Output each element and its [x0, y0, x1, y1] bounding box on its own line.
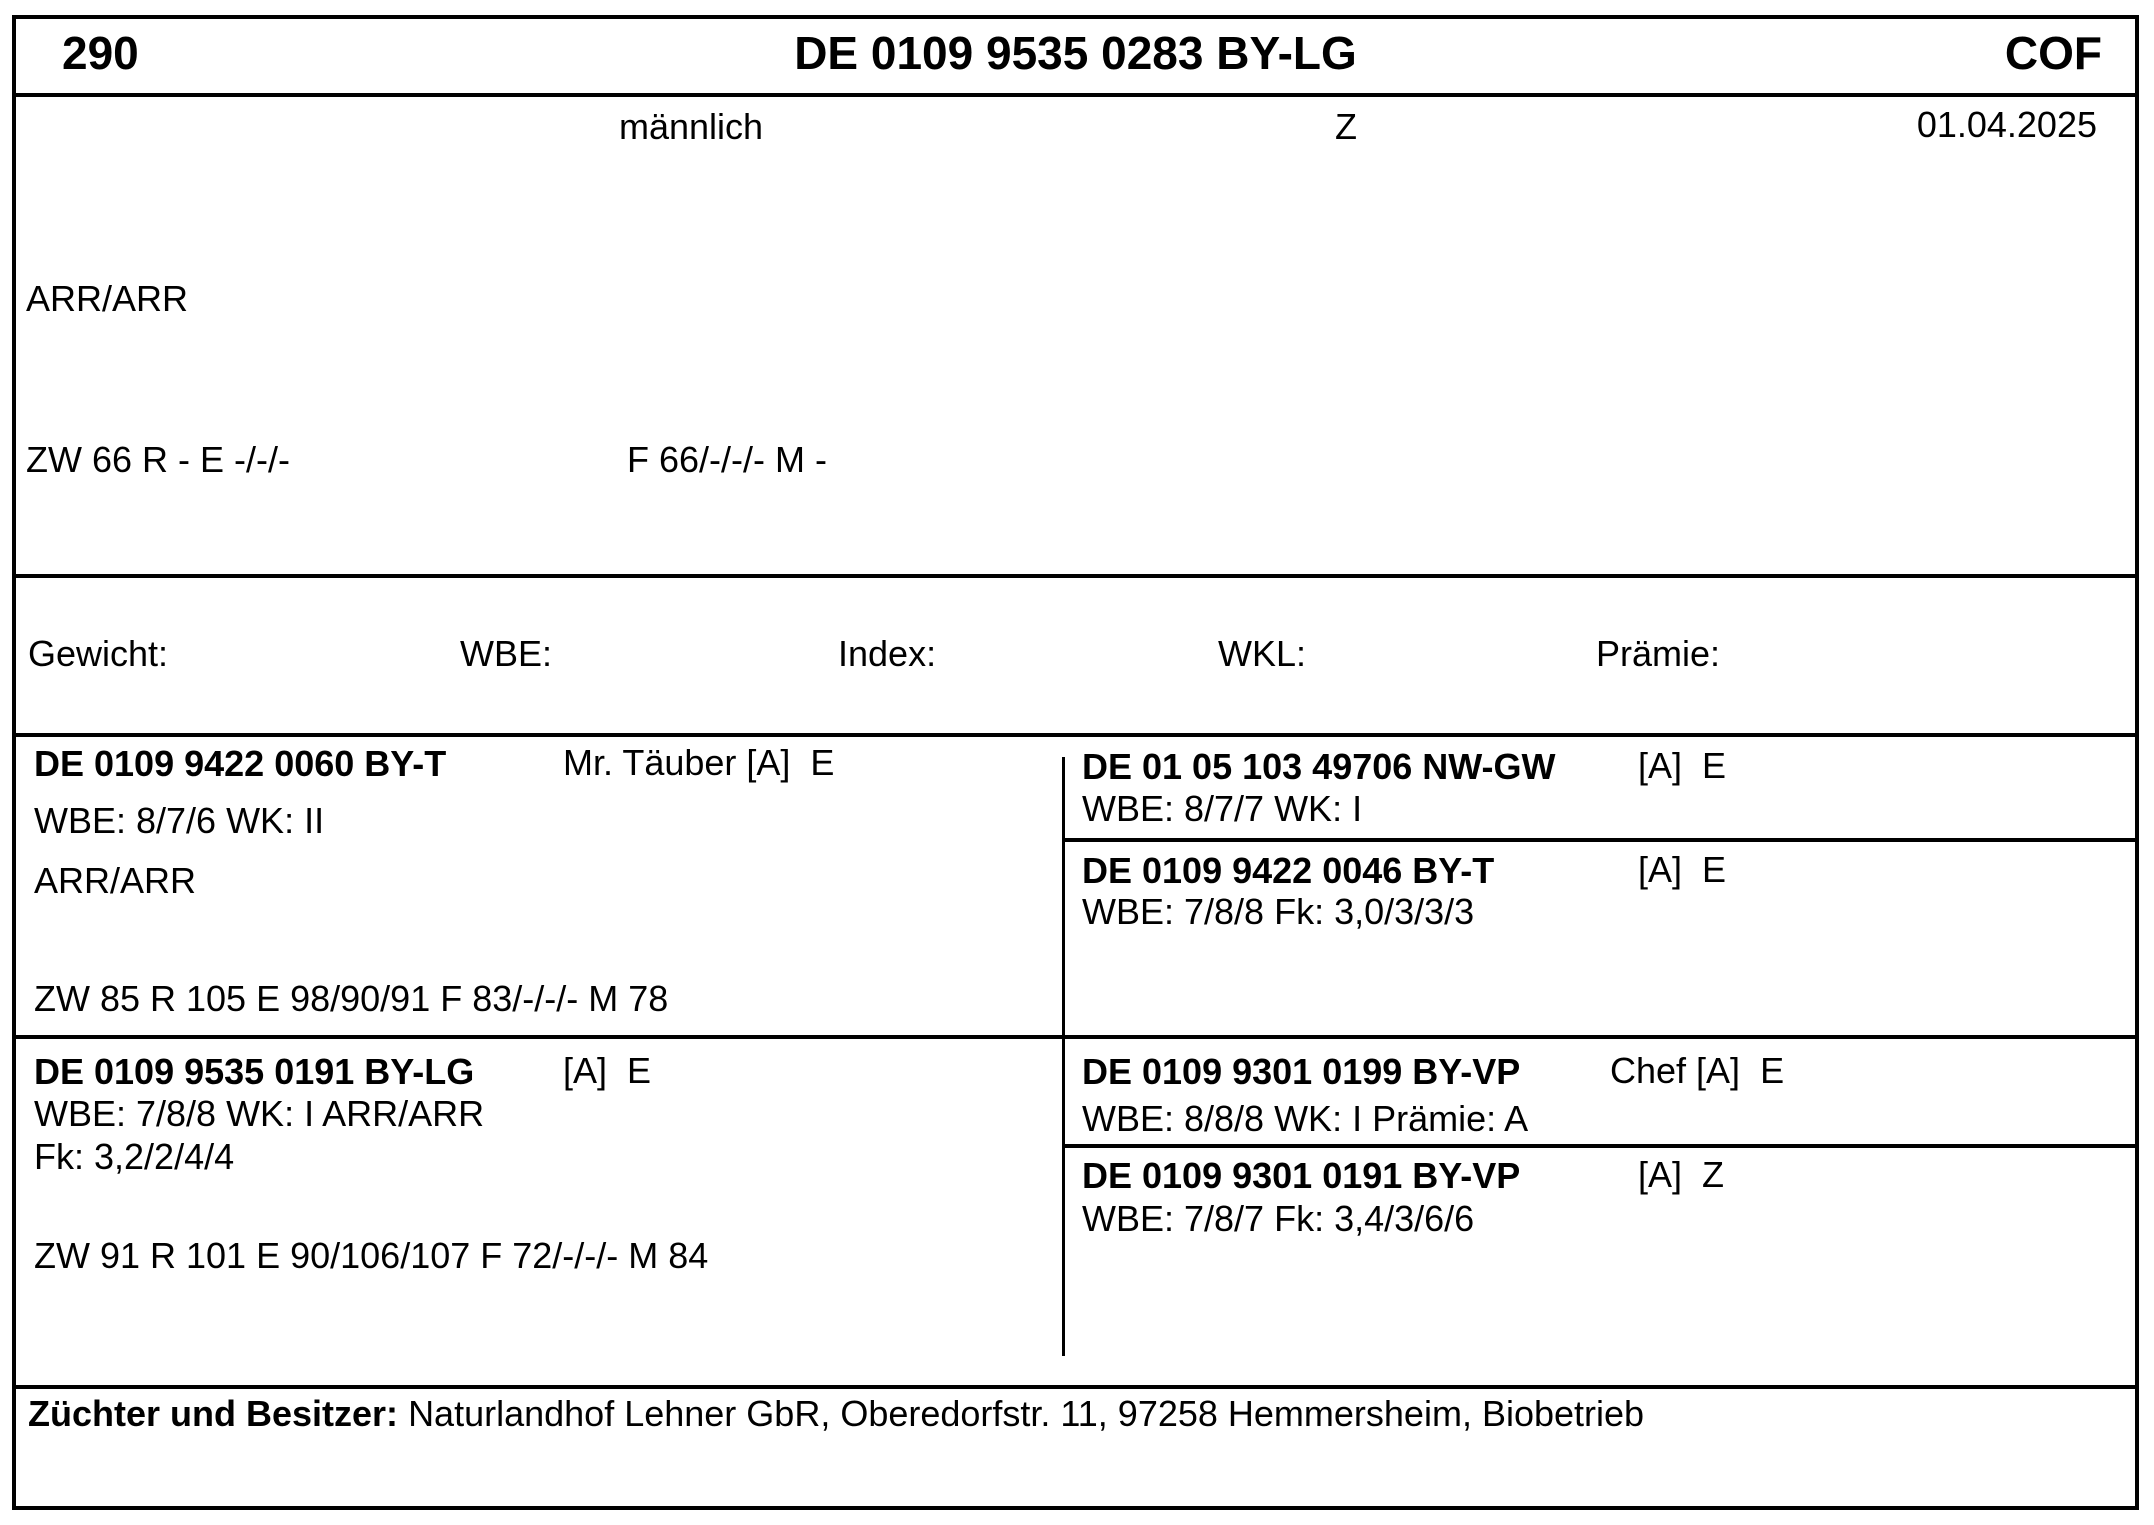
- sire-breeding-value: ZW 85 R 105 E 98/90/91 F 83/-/-/- M 78: [34, 978, 669, 1019]
- column-label-praemie: Prämie:: [1596, 633, 1721, 674]
- sire-name-note: Mr. Täuber [A] E: [563, 742, 835, 783]
- flock-code: COF: [2004, 27, 2102, 79]
- divider-columns: [12, 733, 2139, 737]
- breeder-owner-value: Naturlandhof Lehner GbR, Oberedorfstr. 11, 97258 Hemmersheim, Biobetrieb: [408, 1393, 1645, 1434]
- divider-sire-dam: [12, 1035, 2139, 1039]
- dam-dam-id: DE 0109 9301 0191 BY-VP: [1082, 1155, 1521, 1196]
- dam-sire-note: Chef [A] E: [1610, 1050, 1785, 1091]
- dam-dam-note: [A] Z: [1638, 1154, 1725, 1195]
- sire-sire-id: DE 01 05 103 49706 NW-GW: [1082, 746, 1556, 787]
- divider-header: [12, 93, 2139, 97]
- column-label-index: Index:: [838, 633, 937, 674]
- date-value: 01.04.2025: [1916, 104, 2097, 145]
- dam-breeding-value: ZW 91 R 101 E 90/106/107 F 72/-/-/- M 84: [34, 1235, 709, 1276]
- breeding-value-left: ZW 66 R - E -/-/-: [26, 439, 290, 480]
- dam-fk: Fk: 3,2/2/4/4: [34, 1136, 235, 1177]
- breeding-value-right: F 66/-/-/- M -: [627, 439, 827, 480]
- dam-dam-wbe: WBE: 7/8/7 Fk: 3,4/3/6/6: [1082, 1198, 1475, 1239]
- sire-id: DE 0109 9422 0060 BY-T: [34, 743, 447, 784]
- divider-sire-parents: [1062, 838, 2139, 842]
- breeder-owner-label: Züchter und Besitzer:: [28, 1393, 399, 1434]
- divider-footer: [12, 1385, 2139, 1389]
- genotype-value: ARR/ARR: [26, 278, 189, 319]
- divider-dam-parents: [1062, 1144, 2139, 1148]
- book-value: Z: [1335, 106, 1357, 147]
- pedigree-vertical-divider: [1062, 757, 1065, 1356]
- dam-sire-id: DE 0109 9301 0199 BY-VP: [1082, 1051, 1521, 1092]
- sire-sire-wbe: WBE: 8/7/7 WK: I: [1082, 788, 1363, 829]
- divider-info: [12, 574, 2139, 578]
- sire-wbe: WBE: 8/7/6 WK: II: [34, 800, 325, 841]
- sire-dam-note: [A] E: [1638, 849, 1727, 890]
- sire-sire-note: [A] E: [1638, 745, 1727, 786]
- collar-number: 290: [62, 27, 139, 79]
- column-label-gewicht: Gewicht:: [28, 633, 169, 674]
- animal-id-title: DE 0109 9535 0283 BY-LG: [794, 27, 1357, 79]
- sire-dam-wbe: WBE: 7/8/8 Fk: 3,0/3/3/3: [1082, 891, 1475, 932]
- dam-id: DE 0109 9535 0191 BY-LG: [34, 1051, 475, 1092]
- dam-note: [A] E: [563, 1050, 652, 1091]
- sire-dam-id: DE 0109 9422 0046 BY-T: [1082, 850, 1495, 891]
- column-label-wbe: WBE:: [460, 633, 553, 674]
- breeder-owner-line: [28, 1393, 1645, 1434]
- sire-genotype: ARR/ARR: [34, 860, 197, 901]
- dam-wbe: WBE: 7/8/8 WK: I ARR/ARR: [34, 1093, 485, 1134]
- sex-value: männlich: [619, 106, 764, 147]
- column-label-wkl: WKL:: [1218, 633, 1307, 674]
- spacer: [398, 1393, 408, 1434]
- dam-sire-wbe: WBE: 8/8/8 WK: I Prämie: A: [1082, 1098, 1529, 1139]
